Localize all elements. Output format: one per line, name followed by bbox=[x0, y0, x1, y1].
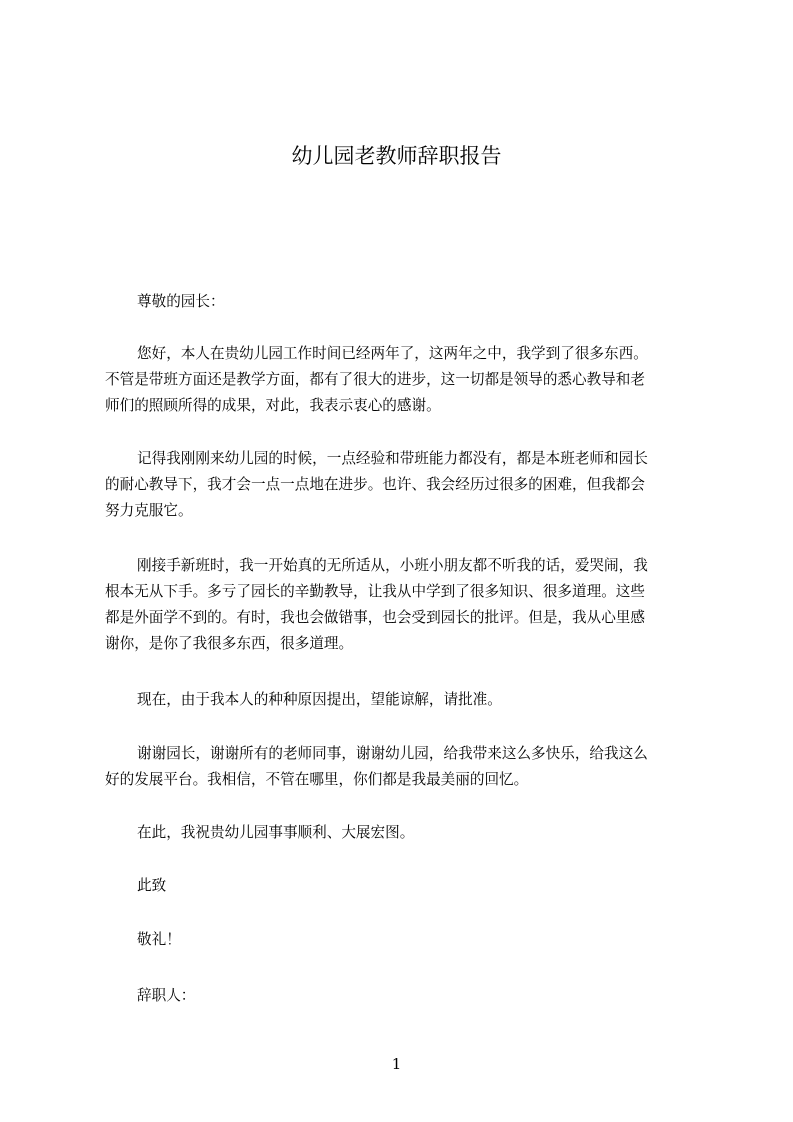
paragraph-line: 您好，本人在贵幼儿园工作时间已经两年了，这两年之中，我学到了很多东西。 bbox=[137, 345, 648, 362]
page-title: 幼儿园老教师辞职报告 bbox=[291, 144, 502, 168]
salutation: 尊敬的园长： bbox=[137, 293, 225, 310]
paragraph-line: 的耐心教导下，我才会一点一点地在进步。也许、我会经历过很多的困难，但我都会 bbox=[105, 476, 645, 493]
paragraph-line: 记得我刚刚来幼儿园的时候，一点经验和带班能力都没有，都是本班老师和园长 bbox=[137, 450, 648, 467]
paragraph-5 bbox=[105, 741, 700, 793]
page-number: 1 bbox=[391, 1055, 402, 1073]
paragraph-line: 师们的照顾所得的成果，对此，我表示衷心的感谢。 bbox=[105, 397, 441, 414]
paragraph-line: 不管是带班方面还是教学方面，都有了很大的进步，这一切都是领导的悉心教导和老 bbox=[105, 371, 645, 388]
closing-salute: 敬礼！ bbox=[137, 931, 181, 948]
paragraph-line: 谢你，是你了我很多东西，很多道理。 bbox=[105, 635, 354, 652]
paragraph-line: 现在，由于我本人的种种原因提出，望能谅解，请批准。 bbox=[137, 691, 502, 708]
paragraph-line: 都是外面学不到的。有时，我也会做错事，也会受到园长的批评。但是，我从心里感 bbox=[105, 609, 645, 626]
paragraph-line: 努力克服它。 bbox=[105, 502, 193, 519]
paragraph-6 bbox=[105, 820, 700, 846]
paragraph-2 bbox=[105, 446, 700, 524]
paragraph-1 bbox=[105, 341, 700, 419]
paragraph-line: 谢谢园长，谢谢所有的老师同事，谢谢幼儿园，给我带来这么多快乐，给我这么 bbox=[137, 745, 648, 762]
paragraph-line: 在此，我祝贵幼儿园事事顺利、大展宏图。 bbox=[137, 824, 415, 841]
signature-label: 辞职人： bbox=[137, 987, 196, 1004]
paragraph-3 bbox=[105, 553, 700, 657]
paragraph-line: 刚接手新班时，我一开始真的无所适从，小班小朋友都不听我的话，爱哭闹，我 bbox=[137, 557, 648, 574]
paragraph-4 bbox=[105, 687, 700, 713]
paragraph-line: 好的发展平台。我相信，不管在哪里，你们都是我最美丽的回忆。 bbox=[105, 771, 529, 788]
paragraph-line: 根本无从下手。多亏了园长的辛勤教导，让我从中学到了很多知识、很多道理。这些 bbox=[105, 583, 645, 600]
closing-greeting: 此致 bbox=[137, 877, 167, 894]
